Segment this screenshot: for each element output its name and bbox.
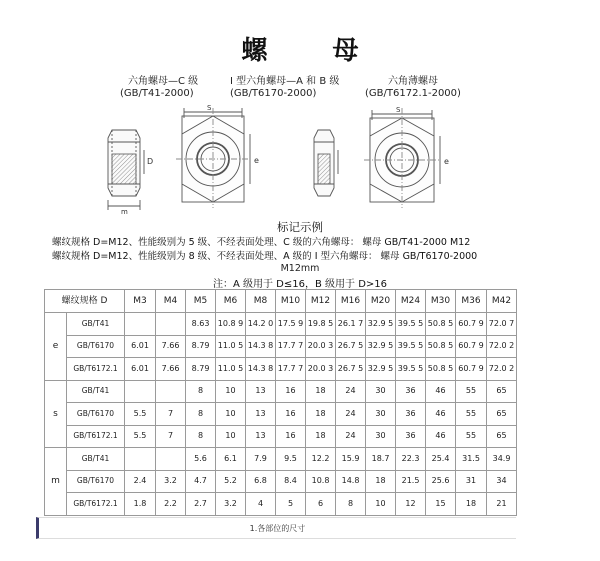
standard-code-c-grade: (GB/T41-2000) xyxy=(120,88,194,99)
marking-example-2-cont: M12mm xyxy=(280,263,320,274)
value-cell: 32.9 5 xyxy=(366,358,396,381)
standard-cell: GB/T41 xyxy=(67,313,125,336)
dimension-group-label: m xyxy=(45,448,67,516)
value-cell: 12 xyxy=(396,493,426,516)
value-cell: 10 xyxy=(216,425,246,448)
value-cell: 55 xyxy=(456,403,487,426)
value-cell: 31.5 xyxy=(456,448,487,471)
value-cell: 4.7 xyxy=(186,470,216,493)
marking-title: 标记示例 xyxy=(277,220,323,234)
value-cell: 72.0 7 xyxy=(487,313,517,336)
value-cell: 10 xyxy=(366,493,396,516)
value-cell: 55 xyxy=(456,380,487,403)
header-size: M42 xyxy=(487,290,517,313)
value-cell: 30 xyxy=(366,380,396,403)
standard-code-type1: (GB/T6170-2000) xyxy=(230,88,317,99)
value-cell: 6.8 xyxy=(246,470,276,493)
nut-side-view-thin xyxy=(314,130,338,196)
value-cell: 5.6 xyxy=(186,448,216,471)
value-cell: 16 xyxy=(276,403,306,426)
standard-cell: GB/T6170 xyxy=(67,470,125,493)
value-cell: 8 xyxy=(186,380,216,403)
value-cell: 18.7 xyxy=(366,448,396,471)
value-cell: 60.7 9 xyxy=(456,358,487,381)
value-cell: 1.8 xyxy=(125,493,156,516)
value-cell: 24 xyxy=(336,380,366,403)
page-title: 螺 母 xyxy=(241,36,387,66)
header-size: M4 xyxy=(156,290,186,313)
table-caption: 1.各部位的尺寸 xyxy=(36,517,516,539)
value-cell: 22.3 xyxy=(396,448,426,471)
value-cell: 24 xyxy=(336,403,366,426)
dimension-group-label: s xyxy=(45,380,67,448)
table-row xyxy=(45,380,517,403)
value-cell: 18 xyxy=(456,493,487,516)
header-size: M16 xyxy=(336,290,366,313)
value-cell: 72.0 2 xyxy=(487,358,517,381)
value-cell: 26.7 5 xyxy=(336,358,366,381)
standard-name-thin: 六角薄螺母 xyxy=(388,76,438,87)
nut-front-view-type1 xyxy=(176,108,250,208)
value-cell: 46 xyxy=(426,425,456,448)
value-cell: 10.8 9 xyxy=(216,313,246,336)
value-cell: 16 xyxy=(276,380,306,403)
value-cell: 6.1 xyxy=(216,448,246,471)
label-m: m xyxy=(121,208,128,216)
marking-example-1: 螺纹规格 D=M12、性能级别为 5 级、不经表面处理、C 级的六角螺母： 螺母 GB/T41-2000 M12 xyxy=(52,237,471,248)
value-cell: 46 xyxy=(426,403,456,426)
value-cell: 8 xyxy=(186,403,216,426)
table-header-row xyxy=(45,290,517,313)
value-cell xyxy=(125,380,156,403)
standard-cell: GB/T6170 xyxy=(67,335,125,358)
table-row xyxy=(45,358,517,381)
grade-note: 注：A 级用于 D≤16，B 级用于 D>16 xyxy=(212,279,388,290)
marking-example-2: 螺纹规格 D=M12、性能级别为 8 级、不经表面处理、A 级的 I 型六角螺母： 螺母 GB/T6170-2000 xyxy=(52,251,478,262)
value-cell: 10.8 xyxy=(306,470,336,493)
table-row xyxy=(45,313,517,336)
header-size: M3 xyxy=(125,290,156,313)
value-cell: 72.0 2 xyxy=(487,335,517,358)
value-cell: 7.66 xyxy=(156,358,186,381)
value-cell xyxy=(125,313,156,336)
value-cell: 60.7 9 xyxy=(456,335,487,358)
value-cell: 7 xyxy=(156,425,186,448)
value-cell xyxy=(156,380,186,403)
value-cell: 50.8 5 xyxy=(426,313,456,336)
value-cell: 25.4 xyxy=(426,448,456,471)
standard-cell: GB/T6170 xyxy=(67,403,125,426)
value-cell: 6 xyxy=(306,493,336,516)
standard-cell: GB/T41 xyxy=(67,448,125,471)
value-cell xyxy=(125,448,156,471)
value-cell: 11.0 5 xyxy=(216,358,246,381)
value-cell: 65 xyxy=(487,403,517,426)
header-size: M5 xyxy=(186,290,216,313)
standard-code-thin: (GB/T6172.1-2000) xyxy=(365,88,461,99)
value-cell: 60.7 9 xyxy=(456,313,487,336)
value-cell: 13 xyxy=(246,403,276,426)
value-cell: 2.7 xyxy=(186,493,216,516)
value-cell: 15 xyxy=(426,493,456,516)
value-cell: 24 xyxy=(336,425,366,448)
dimension-table xyxy=(44,289,517,516)
standard-cell: GB/T6172.1 xyxy=(67,425,125,448)
value-cell: 34.9 xyxy=(487,448,517,471)
value-cell: 17.7 7 xyxy=(276,358,306,381)
value-cell: 20.0 3 xyxy=(306,358,336,381)
value-cell: 21.5 xyxy=(396,470,426,493)
value-cell: 14.3 8 xyxy=(246,358,276,381)
nut-drawings xyxy=(0,100,600,220)
label-s-left: S xyxy=(207,104,212,112)
value-cell: 17.5 9 xyxy=(276,313,306,336)
label-s-right: S xyxy=(396,106,401,114)
value-cell: 50.8 5 xyxy=(426,335,456,358)
value-cell: 39.5 5 xyxy=(396,358,426,381)
table-row xyxy=(45,403,517,426)
value-cell: 8 xyxy=(336,493,366,516)
table-row xyxy=(45,448,517,471)
table-row xyxy=(45,470,517,493)
value-cell: 7 xyxy=(156,403,186,426)
table-row xyxy=(45,425,517,448)
value-cell: 14.8 xyxy=(336,470,366,493)
standard-name-type1: I 型六角螺母—A 和 B 级 xyxy=(230,76,340,87)
value-cell: 11.0 5 xyxy=(216,335,246,358)
value-cell: 18 xyxy=(306,425,336,448)
value-cell: 21 xyxy=(487,493,517,516)
value-cell: 4 xyxy=(246,493,276,516)
value-cell: 36 xyxy=(396,403,426,426)
value-cell: 25.6 xyxy=(426,470,456,493)
standard-cell: GB/T41 xyxy=(67,380,125,403)
value-cell: 34 xyxy=(487,470,517,493)
value-cell: 39.5 5 xyxy=(396,335,426,358)
dimension-group-label: e xyxy=(45,313,67,381)
value-cell: 65 xyxy=(487,425,517,448)
value-cell: 36 xyxy=(396,380,426,403)
nut-front-view-thin xyxy=(364,108,440,208)
value-cell: 8.79 xyxy=(186,335,216,358)
label-e-right: e xyxy=(444,157,449,166)
value-cell: 8.79 xyxy=(186,358,216,381)
value-cell: 30 xyxy=(366,403,396,426)
value-cell: 32.9 5 xyxy=(366,335,396,358)
value-cell: 14.3 8 xyxy=(246,335,276,358)
value-cell: 31 xyxy=(456,470,487,493)
table-row xyxy=(45,493,517,516)
value-cell: 55 xyxy=(456,425,487,448)
value-cell: 8 xyxy=(186,425,216,448)
value-cell: 13 xyxy=(246,425,276,448)
header-size: M20 xyxy=(366,290,396,313)
value-cell: 30 xyxy=(366,425,396,448)
value-cell: 20.0 3 xyxy=(306,335,336,358)
value-cell: 9.5 xyxy=(276,448,306,471)
value-cell: 50.8 5 xyxy=(426,358,456,381)
value-cell: 16 xyxy=(276,425,306,448)
value-cell: 14.2 0 xyxy=(246,313,276,336)
value-cell: 18 xyxy=(366,470,396,493)
value-cell: 5 xyxy=(276,493,306,516)
value-cell: 5.5 xyxy=(125,403,156,426)
label-e-left: e xyxy=(254,156,259,165)
value-cell: 10 xyxy=(216,380,246,403)
standard-cell: GB/T6172.1 xyxy=(67,493,125,516)
value-cell: 36 xyxy=(396,425,426,448)
value-cell: 8.63 xyxy=(186,313,216,336)
value-cell: 15.9 xyxy=(336,448,366,471)
value-cell: 7.66 xyxy=(156,335,186,358)
value-cell xyxy=(156,448,186,471)
value-cell: 2.4 xyxy=(125,470,156,493)
value-cell: 5.2 xyxy=(216,470,246,493)
value-cell: 26.1 7 xyxy=(336,313,366,336)
value-cell: 7.9 xyxy=(246,448,276,471)
value-cell: 13 xyxy=(246,380,276,403)
nut-side-view-c-grade xyxy=(108,130,144,210)
value-cell: 18 xyxy=(306,380,336,403)
value-cell: 10 xyxy=(216,403,246,426)
header-size: M24 xyxy=(396,290,426,313)
value-cell: 26.7 5 xyxy=(336,335,366,358)
value-cell: 39.5 5 xyxy=(396,313,426,336)
standard-name-c-grade: 六角螺母—C 级 xyxy=(128,76,199,87)
table-row xyxy=(45,335,517,358)
value-cell: 3.2 xyxy=(216,493,246,516)
value-cell: 3.2 xyxy=(156,470,186,493)
value-cell: 6.01 xyxy=(125,358,156,381)
value-cell: 6.01 xyxy=(125,335,156,358)
header-size: M36 xyxy=(456,290,487,313)
value-cell: 32.9 5 xyxy=(366,313,396,336)
header-size: M6 xyxy=(216,290,246,313)
value-cell: 65 xyxy=(487,380,517,403)
header-thread-spec: 螺纹规格 D xyxy=(45,290,125,313)
header-size: M30 xyxy=(426,290,456,313)
value-cell xyxy=(156,313,186,336)
header-size: M12 xyxy=(306,290,336,313)
value-cell: 8.4 xyxy=(276,470,306,493)
label-d: D xyxy=(147,157,154,166)
value-cell: 2.2 xyxy=(156,493,186,516)
value-cell: 19.8 5 xyxy=(306,313,336,336)
value-cell: 12.2 xyxy=(306,448,336,471)
standard-cell: GB/T6172.1 xyxy=(67,358,125,381)
value-cell: 18 xyxy=(306,403,336,426)
value-cell: 17.7 7 xyxy=(276,335,306,358)
header-size: M8 xyxy=(246,290,276,313)
value-cell: 46 xyxy=(426,380,456,403)
header-size: M10 xyxy=(276,290,306,313)
value-cell: 5.5 xyxy=(125,425,156,448)
